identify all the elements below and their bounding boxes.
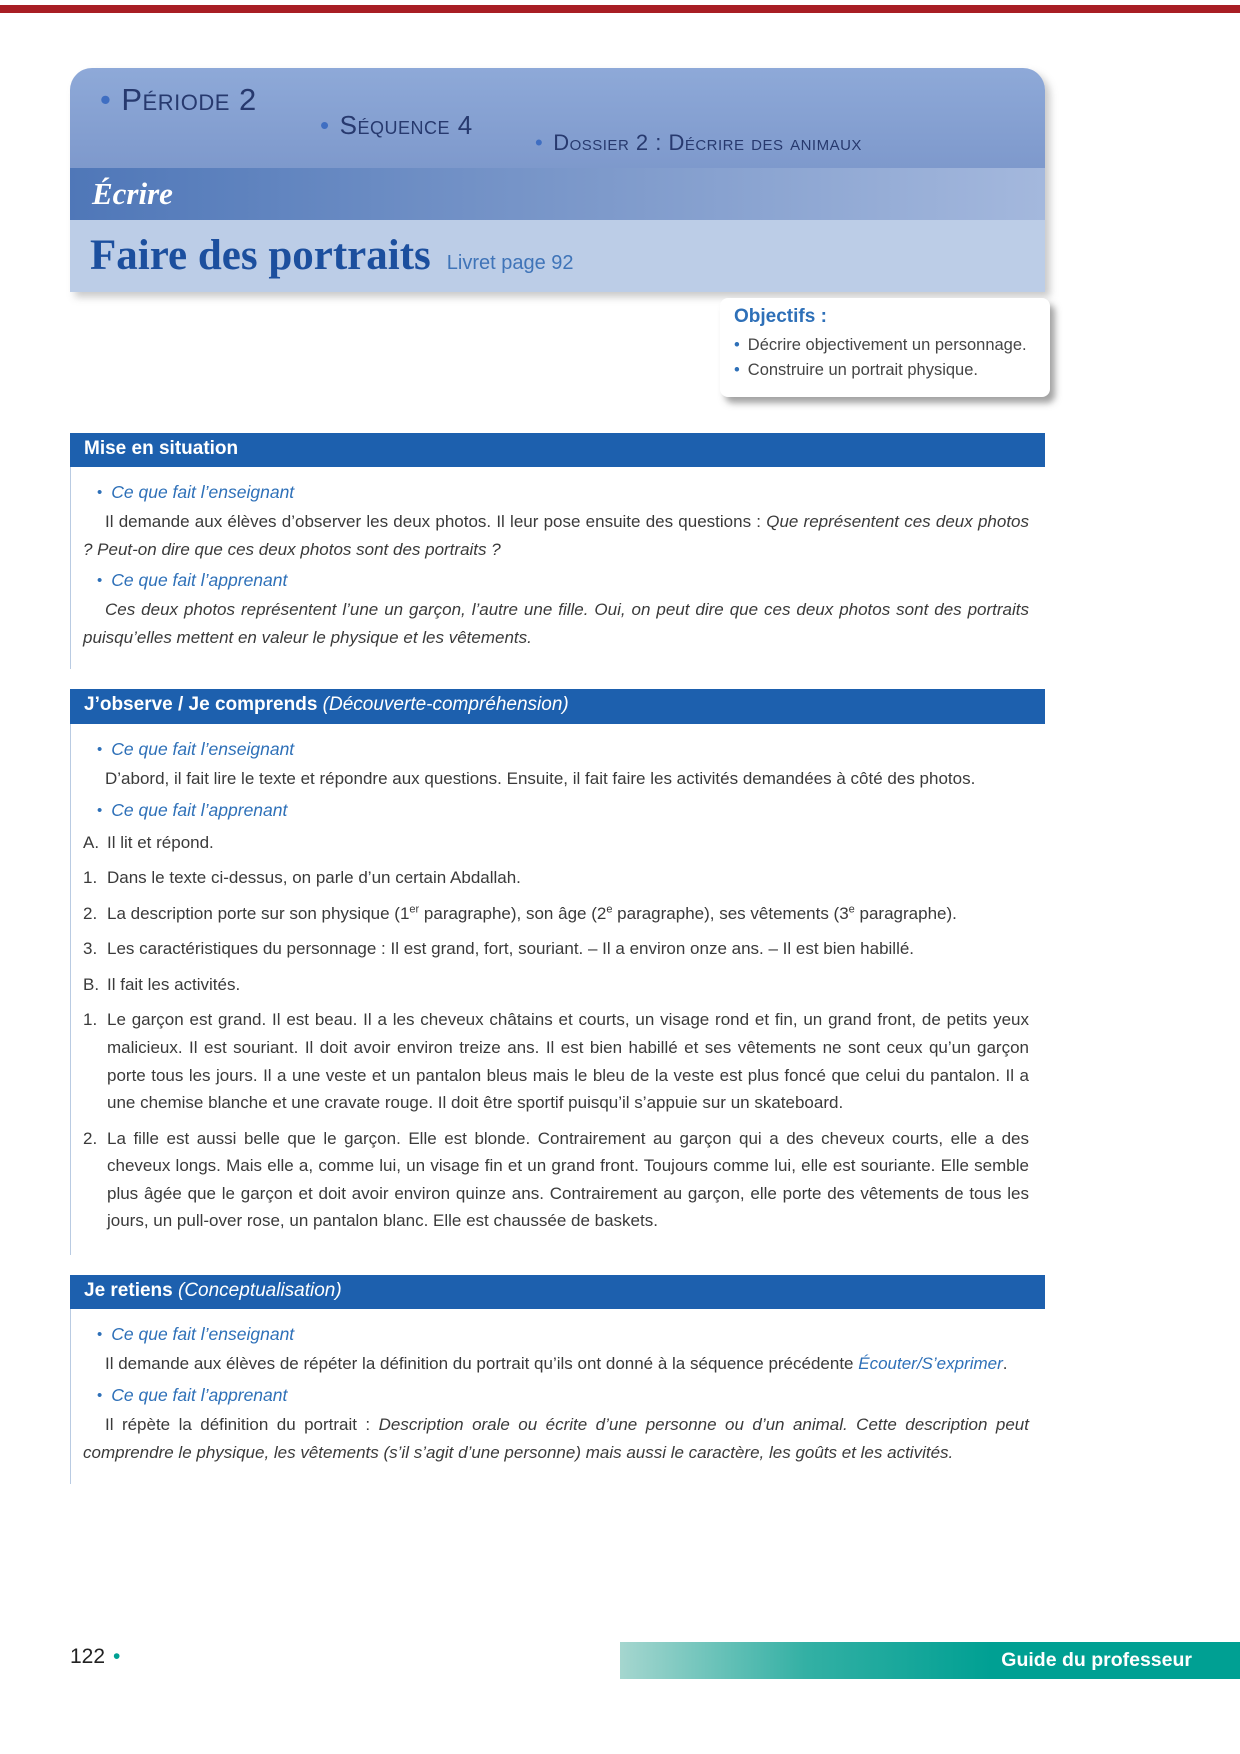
superscript: e: [606, 903, 613, 916]
list-item: [81, 1125, 1029, 1235]
section-header: [70, 433, 1045, 468]
section-body: [70, 467, 1045, 669]
section-body: [70, 1309, 1045, 1484]
list-item: [81, 1006, 1029, 1116]
bullet-icon: •: [97, 741, 103, 759]
period-banner: [70, 68, 1045, 168]
bullet-icon: •: [97, 801, 103, 819]
paragraph-text-end: .: [1002, 1354, 1008, 1374]
section-header: [70, 689, 1045, 724]
list-item-text: Il fait les activités.: [107, 974, 241, 994]
bullet-icon: •: [97, 572, 103, 590]
rubric-title: Écrire: [92, 176, 173, 211]
superscript: e: [848, 903, 855, 916]
list-item: [81, 864, 1029, 892]
list-item-text: [107, 904, 957, 923]
booklet-page-ref: Livret page 92: [446, 252, 574, 274]
learner-role-label: [97, 800, 1029, 821]
list-item-label: 1.: [83, 1010, 98, 1030]
learner-paragraph: [83, 1411, 1029, 1466]
page-title: Faire des portraits: [90, 232, 431, 279]
superscript: er: [409, 903, 420, 916]
list-item-text: Il lit et répond.: [107, 832, 214, 852]
list-item: [81, 900, 1029, 928]
bullet-icon: •: [97, 1326, 103, 1344]
list-item-label: A.: [83, 832, 100, 852]
sequence-text: Séquence 4: [339, 110, 473, 140]
page-number-text: 122: [70, 1645, 106, 1668]
role-text: Ce que fait l’apprenant: [111, 799, 288, 820]
objectifs-item: [734, 334, 1036, 356]
learner-paragraph: [83, 596, 1029, 651]
list-item-label: B.: [83, 974, 100, 994]
paragraph-text: Ces deux photos représentent l’une un garçon, l’autre une fille. Oui, on peut dire que ces deux photos sont des portraits puisqu’elles mettent en valeur le physique et les vêtements.: [83, 600, 1029, 647]
objectifs-title: Objectifs :: [734, 306, 827, 327]
role-text: Ce que fait l’enseignant: [111, 739, 295, 760]
section-subtitle: (Conceptualisation): [178, 1279, 342, 1301]
list-item-text: Le garçon est grand. Il est beau. Il a les cheveux châtains et courts, un visage rond et fin, un grand front, de petits yeux malicieux. Il est souriant. Il doit avoir environ treize ans. Il est bien habillé et ses vêtements ne sont ceux qu’un garçon porte tous les jours. Il a une veste et un pantalon bleus mais le bleu de la veste est plus foncé que celui du pantalon. Il a une chemise blanche et une cravate rouge. Il doit être sportif puisqu’il s’appuie sur un skateboard.: [107, 1010, 1029, 1113]
rubric-band: [70, 168, 1045, 220]
list-item: [81, 971, 1029, 999]
paragraph-text: Il répète la définition du portrait :: [105, 1415, 379, 1435]
paragraph-text: Il demande aux élèves d’observer les deux photos. Il leur pose ensuite des questions :: [105, 512, 767, 532]
list-item: [81, 935, 1029, 963]
learner-role-label: [97, 1385, 1029, 1406]
list-item-label: 1.: [83, 868, 98, 888]
definition-text: Description orale ou écrite d’une personne ou d’un animal. Cette description peut comprendre le physique, les vêtements (s’il s’agit d’une personne) mais aussi le caractère, les goûts et les activités.: [83, 1415, 1029, 1462]
list-item: [81, 829, 1029, 857]
dossier-label: [535, 130, 862, 156]
teacher-paragraph: [83, 765, 1029, 793]
text-fragment: paragraphe), ses vêtements (3: [612, 903, 849, 923]
bullet-icon: •: [320, 110, 330, 140]
text-fragment: paragraphe), son âge (2: [419, 903, 607, 923]
page-number: [70, 1645, 120, 1669]
page-header: [70, 68, 1045, 292]
footer-brand-bar: [620, 1642, 1240, 1679]
bullet-icon: •: [535, 130, 544, 155]
objectifs-item-text: Décrire objectivement un personnage.: [747, 336, 1027, 354]
list-item-text: Dans le texte ci-dessus, on parle d’un certain Abdallah.: [107, 868, 521, 888]
paragraph-text: D’abord, il fait lire le texte et répondre aux questions. Ensuite, il fait faire les activités demandées à côté des photos.: [105, 769, 976, 789]
section-mise-en-situation: [70, 433, 1045, 670]
title-band: [70, 220, 1045, 292]
bullet-icon: •: [734, 361, 740, 380]
sequence-label: [320, 110, 473, 141]
list-item-text: Les caractéristiques du personnage : Il est grand, fort, souriant. – Il a environ onze ans. – Il est bien habillé.: [107, 939, 915, 959]
objectifs-item: [734, 359, 1036, 381]
section-title: J’observe / Je comprends: [84, 694, 323, 716]
role-text: Ce que fait l’enseignant: [111, 482, 295, 503]
bullet-icon: •: [734, 336, 740, 354]
periode-text: Période 2: [121, 82, 257, 117]
cross-reference-link: Écouter/S’exprimer: [858, 1354, 1003, 1374]
paragraph-question: Que représentent ces deux photos ? Peut-on dire que ces deux photos sont des portraits ?: [83, 512, 1029, 559]
list-item-label: 2.: [83, 903, 98, 923]
text-fragment: La description porte sur son physique (1: [107, 903, 410, 923]
section-title: Mise en situation: [84, 437, 239, 459]
bullet-icon: •: [97, 484, 103, 502]
section-jobserve-je-comprends: [70, 689, 1045, 1254]
role-text: Ce que fait l’apprenant: [111, 570, 288, 591]
list-item-text: La fille est aussi belle que le garçon. Elle est blonde. Contrairement au garçon qui a des cheveux courts, elle a des cheveux longs. Mais elle a, comme lui, un visage fin et un grand front. Toujours comme lui, elle est souriante. Elle semble plus âgée que le garçon et doit avoir environ quinze ans. Contrairement au garçon, elle porte des vêtements de tous les jours, un pull-over rose, un pantalon blanc. Elle est chaussée de baskets.: [107, 1128, 1029, 1231]
role-text: Ce que fait l’enseignant: [111, 1324, 295, 1345]
footer-brand-text: Guide du professeur: [1001, 1649, 1192, 1671]
periode-label: [100, 82, 257, 118]
section-je-retiens: [70, 1275, 1045, 1484]
text-fragment: paragraphe).: [854, 903, 957, 923]
bullet-icon: •: [100, 82, 112, 117]
teacher-paragraph: [83, 508, 1029, 563]
objectifs-card: [720, 298, 1050, 397]
teacher-paragraph: [83, 1350, 1029, 1378]
paragraph-text: Il demande aux élèves de répéter la définition du portrait qu’ils ont donné à la séquence précédente: [105, 1354, 859, 1374]
bullet-icon: •: [97, 1387, 103, 1405]
dossier-text: Dossier 2 : Décrire des animaux: [553, 130, 862, 155]
teacher-role-label: [97, 739, 1029, 760]
objectifs-item-text: Construire un portrait physique.: [747, 361, 978, 380]
learner-role-label: [97, 570, 1029, 591]
section-body: [70, 724, 1045, 1254]
list-item-label: 3.: [83, 939, 98, 959]
list-item-label: 2.: [83, 1128, 98, 1148]
role-text: Ce que fait l’apprenant: [111, 1385, 288, 1406]
bullet-icon: •: [113, 1645, 121, 1668]
section-subtitle: (Découverte-compréhension): [322, 694, 569, 716]
section-title: Je retiens: [84, 1279, 178, 1301]
teacher-role-label: [97, 1324, 1029, 1345]
teacher-role-label: [97, 482, 1029, 503]
top-red-rule: [0, 5, 1240, 13]
section-header: [70, 1275, 1045, 1310]
